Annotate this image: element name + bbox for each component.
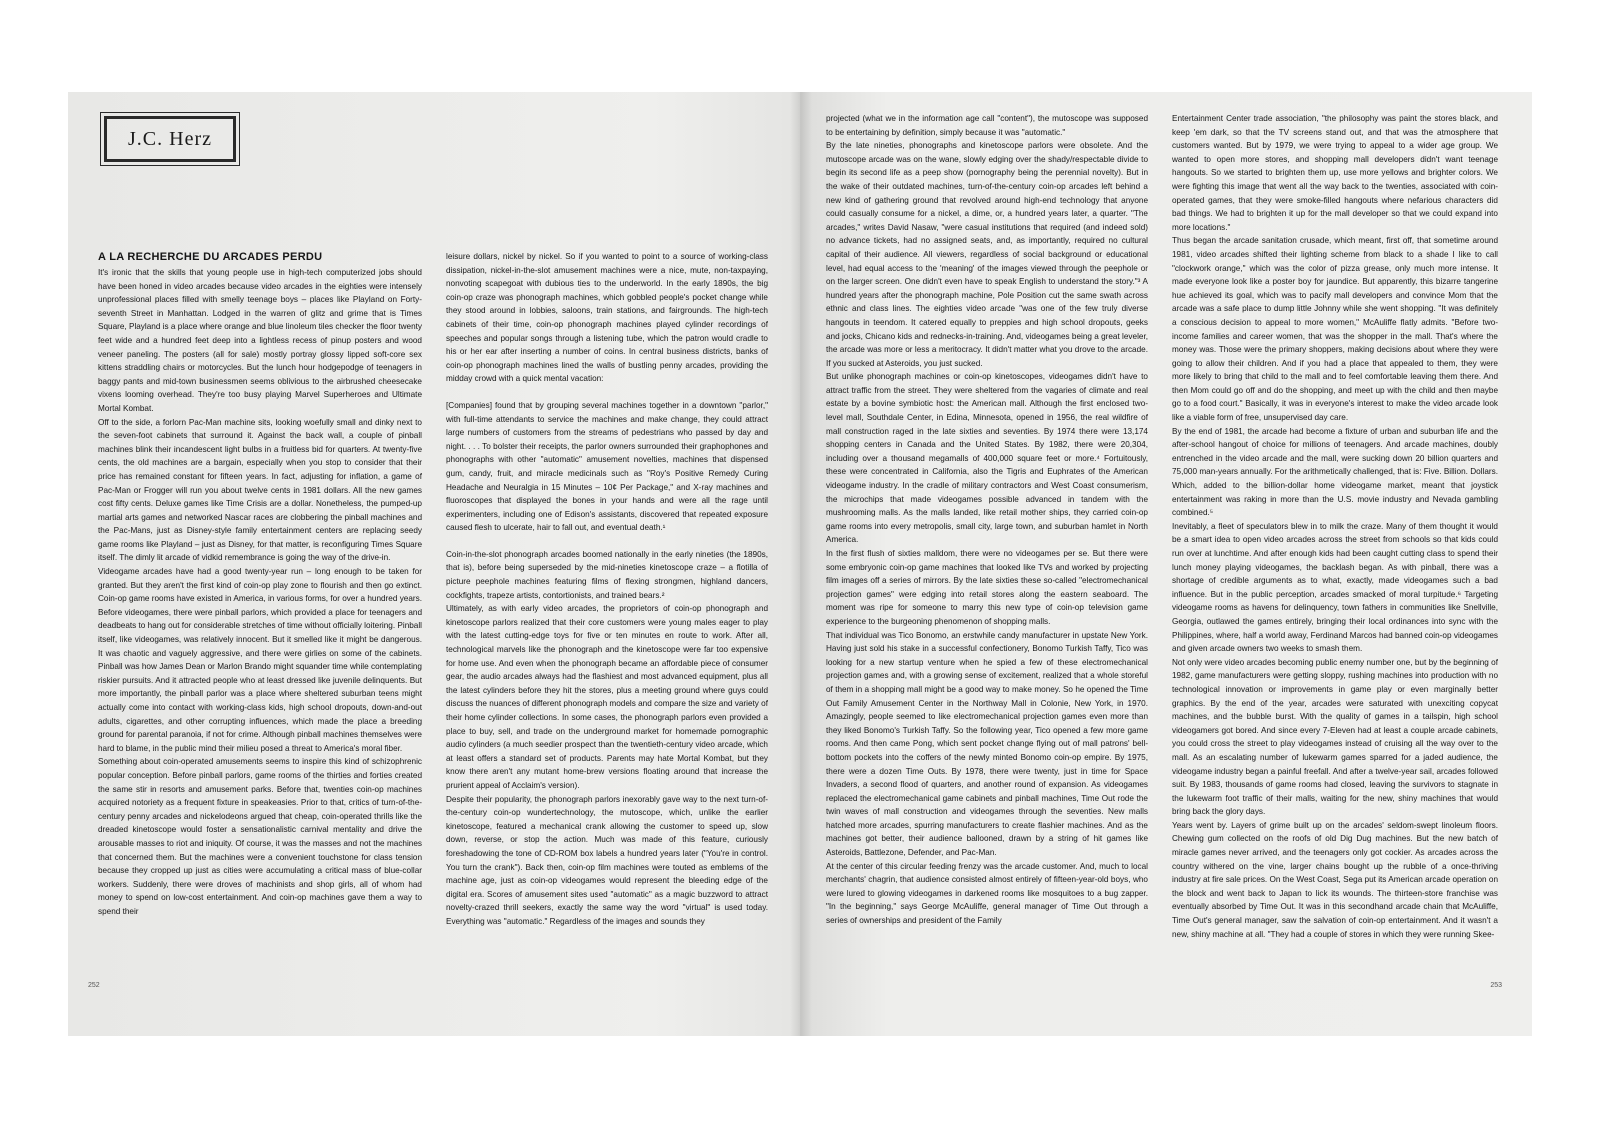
paragraph: It's ironic that the skills that young people use in high-tech computerized jobs should have been honed in video arcades because video arcades in the eighties were intensely unprofessional places filled with smelly teenage boys – places like Playland on Forty-seventh Street in Manhattan. Lodged in the warren of glitz and grime that is Times Square, Playland is a place where orange and blue linoleum tiles checker the floor twenty feet wide and a hundred feet deep into a lightless recess of pinup posters and wood veneer paneling. The posters (all for sale) mostly portray glossy lipped soft-core sex kittens straddling chairs or motorcycles. But the lunch hour hodgepodge of teenagers in baggy pants and mid-town businessmen seems oblivious to the airbrushed cheesecake vixens looming overhead. They're too busy playing Marvel Superheroes and Ultimate Mortal Kombat. <box>98 268 422 413</box>
text-column-4 <box>1172 112 1498 987</box>
text-column-3 <box>826 112 1148 987</box>
paragraph: Coin-in-the-slot phonograph arcades boomed nationally in the early nineties (the 1890s, that is), before being superseded by the mid-nineties kinetoscope craze – a flotilla of picture peephole machines featuring films of flexing strongmen, highland dancers, cockfights, trapeze artists, contortionists, and trained bears.² <box>446 549 768 600</box>
paragraph: By the late nineties, phonographs and kinetoscope parlors were obsolete. And the mutoscope arcade was on the wane, slowly edging over the shady/respectable divide to begin its second life as a peep show (pornography being the perennial novelty). But in the wake of their outdated machines, turn-of-the-century coin-op arcades left behind a new kind of gathering ground that revolved around high-end technology that anyone could casually consume for a nickel, a dime, or, a hundred years later, a quarter. "The arcades," writes David Nasaw, "were casual institutions that required (and indeed sold) no advance tickets, had no assigned seats, and, as importantly, required no cultural capital of their audience. All viewers, regardless of social background or educational level, had equal access to the 'meaning' of the images viewed through the peephole or on the larger screen. One didn't even have to speak English to understand the story."³ A hundred years after the phonograph machine, Pole Position cut the same swath across ethnic and class lines. The eighties video arcade "was one of the few truly diverse hangouts in teendom. It catered equally to preppies and high school dropouts, geeks and jocks, Chicano kids and rednecks-in-training. And, videogames being a great leveler, the arcade was more or less a meritocracy. It didn't matter what you drove to the arcade. If you sucked at Asteroids, you just sucked. <box>826 141 1148 368</box>
paragraph: Something about coin-operated amusements seems to inspire this kind of schizophrenic popular conception. Before pinball parlors, game rooms of the thirties and forties created the same stir in resorts and amusement parks. Before that, twenties coin-op machines acquired notoriety as a frequent fixture in speakeasies. Prior to that, critics of turn-of-the-century penny arcades and nickelodeons argued that cheap, coin-operated thrills like the dreaded kinetoscope would foster a sensationalistic carnival mentality and drive the arousable masses to riot and iniquity. Of course, it was the masses and not the machines that concerned them. But the machines were a convenient touchstone for class tension because they cropped up just as cities were accumulating a critical mass of blue-collar workers. Suddenly, there were droves of machinists and shop girls, all of whom had money to spend on low-cost entertainment. And coin-op machines gave them a way to spend their <box>98 757 422 916</box>
paragraph: leisure dollars, nickel by nickel. So if you wanted to point to a source of working-class dissipation, nickel-in-the-slot amusement machines were a nice, mute, non-taxpaying, nonvoting scapegoat with dubious ties to the underworld. In the early 1890s, the big coin-op craze was phonograph machines, which gobbled people's pocket change while they stood around in lobbies, saloons, train stations, and fairgrounds. The high-tech cabinets of their time, coin-op phonograph machines played cylinder recordings of speeches and popular songs through a listening tube, which the patron would cradle to his or her ear after inserting a number of coins. In central business districts, banks of coin-op phonograph machines lined the walls of bustling penny arcades, providing the midday crowd with a quick mental vacation: <box>446 252 768 384</box>
paragraph: Thus began the arcade sanitation crusade, which meant, first off, that sometime around 1981, video arcades shifted their lighting scheme from black to a shade I like to call "clockwork orange," which was the color of pizza grease, only much more intense. It made everyone look like a poster boy for jaundice. But apparently, this bizarre tangerine hue achieved its goal, which was to pacify mall developers and convince Mom that the arcade was a safe place to dump little Johnny while she went shopping. "It was definitely a conscious decision to appeal to more women," McAuliffe flatly admits. "Before two-income families and career women, that was the shopper in the mall. That's where the money was. Those were the primary shoppers, making decisions about where they were going to allow their children. And if you had a place that appealed to them, they were more likely to bring that child to the mall and to feel comfortable leaving them there. And then Mom could go off and do the shopping, and meet up with the child and then maybe go to a food court." Basically, it was in everyone's interest to make the video arcade look like a viable form of free, unsupervised day care. <box>1172 236 1498 423</box>
page-number-right: 253 <box>1490 982 1502 989</box>
paragraph: That individual was Tico Bonomo, an erstwhile candy manufacturer in upstate New York. Having just sold his stake in a successful confectionery, Bonomo Turkish Taffy, Tico was looking for a new startup venture when he spied a few of these electromechanical projection games and, with a growing sense of excitement, realized that a whole storeful of them in a shopping mall might be a good way to make money. So he opened the Time Out Family Amusement Center in the Northway Mall in Colonie, New York, in 1970. Amazingly, people seemed to like electromechanical projection games even more than they liked Bonomo's Turkish Taffy. So the following year, Tico opened a few more game rooms. And then came Pong, which sent pocket change flying out of mall patrons' bell-bottom pockets into the coffers of the newly minted Bonomo coin-op empire. By 1975, there were a dozen Time Outs. By 1978, there were twenty, just in time for Space Invaders, a second flood of quarters, and another round of expansion. As videogames replaced the electromechanical game cabinets and pinball machines, Time Out rode the twin waves of mall construction and videogames through the seventies. New malls hatched more arcades, spurring manufacturers to create flashier machines. And as the machines got better, their audience ballooned, drawn by a string of hit games like Asteroids, Battlezone, Defender, and Pac-Man. <box>826 630 1148 858</box>
paragraph: In the first flush of sixties malldom, there were no videogames per se. But there were some embryonic coin-op game machines that looked like TVs and worked by projecting film images off a series of mirrors. By the late sixties these so-called "electromechanical projection games" were edging into retail stores along the eastern seaboard. The moment was ripe for someone to marry this new type of coin-op television game experience to the burgeoning phenomenon of shopping malls. <box>826 549 1148 626</box>
paragraph: At the center of this circular feeding frenzy was the arcade customer. And, much to local merchants' chagrin, that audience consisted almost entirely of fifteen-year-old boys, who were lured to glowing videogames in darkened rooms like mosquitoes to a bug zapper. "In the beginning," says George McAuliffe, general manager of Time Out through a series of ownerships and president of the Family <box>826 861 1148 926</box>
left-page <box>68 92 800 1036</box>
paragraph: But unlike phonograph machines or coin-op kinetoscopes, videogames didn't have to attract traffic from the street. They were sheltered from the vagaries of climate and real estate by a bovine symbiotic host: the American mall. Although the first enclosed two-level mall, Southdale Center, in Edina, Minnesota, opened in 1956, the real wildfire of mall construction raged in the late sixties and seventies. By 1974 there were 13,174 shopping centers in Canada and the United States. By 1982, there were 20,304, including over a thousand megamalls of 400,000 square feet or more.⁴ Fortuitously, these were concentrated in California, also the Tigris and Euphrates of the American videogame industry. In the cradle of military contractors and West Coast consumerism, the microchips that made videogames possible advanced in tandem with the mushrooming malls. As the malls landed, like retail mother ships, they carried coin-op game rooms into every metropolis, small city, large town, and suburban hamlet in North America. <box>826 372 1148 545</box>
paragraph: By the end of 1981, the arcade had become a fixture of urban and suburban life and the after-school hangout of choice for millions of teenagers. And arcade machines, doubly entrenched in the video arcade and the mall, were sucking down 20 billion quarters and 75,000 man-years annually. For the arithmetically challenged, that is: Five. Billion. Dollars. Which, added to the billion-dollar home videogame market, meant that joystick entertainment was raking in more than the U.S. movie industry and Nevada gambling combined.⁵ <box>1172 426 1498 518</box>
paragraph: Ultimately, as with early video arcades, the proprietors of coin-op phonograph and kinetoscope parlors realized that their core customers were young males eager to play with the latest cutting-edge toys for five or ten minutes en route to work. After all, technological marvels like the phonograph and the kinetoscope were far too expensive for home use. And even when the phonograph became an affordable piece of consumer gear, the audio arcades always had the flashiest and most advanced equipment, plus all the latest cylinders before they hit the stores, plus a meeting ground where guys could discuss the nuances of different phonograph models and compare the size and variety of their home cylinder collections. In some cases, the phonograph parlors even provided a place to buy, sell, and trade on the underground market for homemade pornographic audio cylinders (a much seedier prospect than the twentieth-century video arcade, which at least offers a standard set of products. Parents may hate Mortal Kombat, but they know there aren't any mutant home-brew versions floating around that increase the prurient appeal of Acclaim's version). <box>446 604 768 790</box>
page-number-left: 252 <box>88 982 100 989</box>
book-spread <box>68 92 1532 1036</box>
paragraph: Years went by. Layers of grime built up on the arcades' seldom-swept linoleum floors. Chewing gum collected on the roofs of old Dig Dug machines. But the new batch of miracle games never arrived, and the teenagers only got cockier. As arcades across the country withered on the vine, larger chains bought up the rubble of a once-thriving industry at fire sale prices. On the West Coast, Sega put its American arcade operation on the block and went back to Japan to lick its wounds. The thirteen-store franchise was eventually absorbed by Time Out. It was in this secondhand arcade chain that McAuliffe, Time Out's general manager, saw the salvation of coin-op entertainment. And it wasn't a new, shiny machine at all. "They had a couple of stores in which they were running Skee- <box>1172 820 1498 939</box>
right-page <box>800 92 1532 1036</box>
author-name-box: J.C. Herz <box>104 116 236 162</box>
book-gutter-shadow <box>790 92 812 1036</box>
paragraph: Off to the side, a forlorn Pac-Man machine sits, looking woefully small and dinky next to the seven-foot cabinets that surround it. Against the back wall, a couple of pinball machines blink their incandescent light bulbs in a fruitless bid for quarters. At twenty-five cents, the old machines are a bargain, especially when you stop to consider that their price has remained constant for fifteen years. In fact, adjusting for inflation, a game of Pac-Man or Frogger will run you about twelve cents in 1981 dollars. All the new games cost fifty cents. Deluxe games like Time Crisis are a dollar. Nonetheless, the pumped-up martial arts games and networked Nascar races are clobbering the pinball machines and the Pac-Mans, just as Disney-style family entertainment centers are replacing seedy game rooms like Playland – just as Disney, for that matter, is reconfiguring Times Square itself. The dimly lit arcade of vidkid remembrance is going the way of the drive-in. <box>98 417 422 563</box>
paragraph: Not only were video arcades becoming public enemy number one, but by the beginning of 1982, game manufacturers were getting sloppy, rushing machines into production with no technological innovation or improvements in game play or even marginally better graphics. By the end of the year, arcades were saturated with unexciting copycat machines, and the bubble burst. With the quality of games in a tailspin, high school videogamers got bored. And since every 7-Eleven had at least a couple arcade cabinets, you could cross the street to play videogames instead of cruising all the way over to the mall. As an escalating number of lukewarm games sparred for a jaded audience, the videogame industry began a painful freefall. And after a twelve-year sail, arcades followed suit. By 1983, thousands of game rooms had closed, leaving the survivors to stagnate in the lukewarm foot traffic of their malls, waiting for the new, shiny machines that would bring back the glory days. <box>1172 657 1498 817</box>
paragraph: Entertainment Center trade association, "the philosophy was paint the stores black, and keep 'em dark, so that the TV screens stand out, and that was the atmosphere that customers wanted. But by 1979, we were trying to appeal to a wider age group. We wanted to open more stores, and shopping mall developers didn't want teenage hangouts. So we started to brighten them up, use more yellows and brighter colors. We were fighting this image that went all the way back to the twenties, associated with coin-operated games, that they were smoke-filled hangouts where nefarious characters did bad things. We had to brighten it up for the mall developer so that we could expand into more locations." <box>1172 114 1498 232</box>
paragraph: [Companies] found that by grouping several machines together in a downtown "parlor," with full-time attendants to service the machines and make change, they could attract large numbers of customers from the streams of pedestrians who passed by day and night. . . . To bolster their receipts, the parlor owners surrounded their graphophones and phonographs with other "automatic" amusement novelties, machines that dispensed gum, candy, fruit, and miracle medicinals such as "Roy's Positive Remedy Curing Headache and Neuralgia in 15 Minutes – 10¢ Per Package," and X-ray machines and fluoroscopes that displayed the bones in your hands and were all the rage until experimenters, including one of Edison's assistants, discovered that repeated exposure caused flesh to ulcerate, hair to fall out, and eventual death.¹ <box>446 400 768 533</box>
paragraph: projected (what we in the information age call "content"), the mutoscope was supposed to be entertaining by definition, simply because it was "automatic." <box>826 114 1148 137</box>
paragraph: Videogame arcades have had a good twenty-year run – long enough to be taken for granted. But they aren't the first kind of coin-op play zone to flourish and then go extinct. Coin-op game rooms have existed in America, in various forms, for over a hundred years. Before videogames, there were pinball parlors, which provided a place for teenagers and deadbeats to hang out for considerable stretches of time without officially loitering. Pinball itself, like videogames, was relatively innocent. But it smelled like it might be dangerous. It was chaotic and vaguely aggressive, and there were girlies on some of the cabinets. Pinball was how James Dean or Marlon Brando might squander time while contemplating riskier pursuits. And it attracted people who at least dressed like juvenile delinquents. But more importantly, the pinball parlor was a place where sheltered suburban teens might actually come into contact with working-class kids, high school dropouts, down-and-out adults, cigarettes, and other corrupting influences, which made the place a breeding ground for parental paranoia, if not for crime. Although pinball machines themselves were hard to blame, in the public mind their milieu posed a threat to America's moral fiber. <box>98 567 422 753</box>
paragraph: Inevitably, a fleet of speculators blew in to milk the craze. Many of them thought it would be a smart idea to open video arcades across the street from schools so that kids could run over at lunchtime. And after enough kids had been caught cutting class to spend their lunch money playing videogames, the backlash began. As with pinball, there was a shortage of credible arguments as to what, exactly, made videogames such a bad influence. But in the public perception, arcades smacked of moral turpitude.⁶ Targeting videogame rooms as havens for delinquency, town fathers in communities like Snellville, Georgia, outlawed the games entirely, bringing their local ordinances into sync with the Philippines, where, half a world away, Ferdinand Marcos had banned coin-op videogames and given arcade owners two weeks to smash them. <box>1172 521 1498 654</box>
paragraph: Despite their popularity, the phonograph parlors inexorably gave way to the next turn-of-the-century coin-op wundertechnology, the mutoscope, which, unlike the earlier kinetoscope, featured a mechanical crank allowing the customer to speed up, slow down, reverse, or stop the action. Much was made of this feature, curiously foreshadowing the tone of CD-ROM box labels a hundred years later ("You're in control. You turn the crank"). Back then, coin-op film machines were touted as emblems of the machine age, just as coin-op videogames would represent the bleeding edge of the digital era. Scores of amusement sites used "automatic" as a magic buzzword to attract novelty-crazed thrill seekers, exactly the same way the word "virtual" is used today. Everything was "automatic." Regardless of the images and sounds they <box>446 794 768 926</box>
text-column-2 <box>446 250 768 985</box>
article-title: A LA RECHERCHE DU ARCADES PERDU <box>98 251 323 263</box>
text-column-1 <box>98 250 422 985</box>
